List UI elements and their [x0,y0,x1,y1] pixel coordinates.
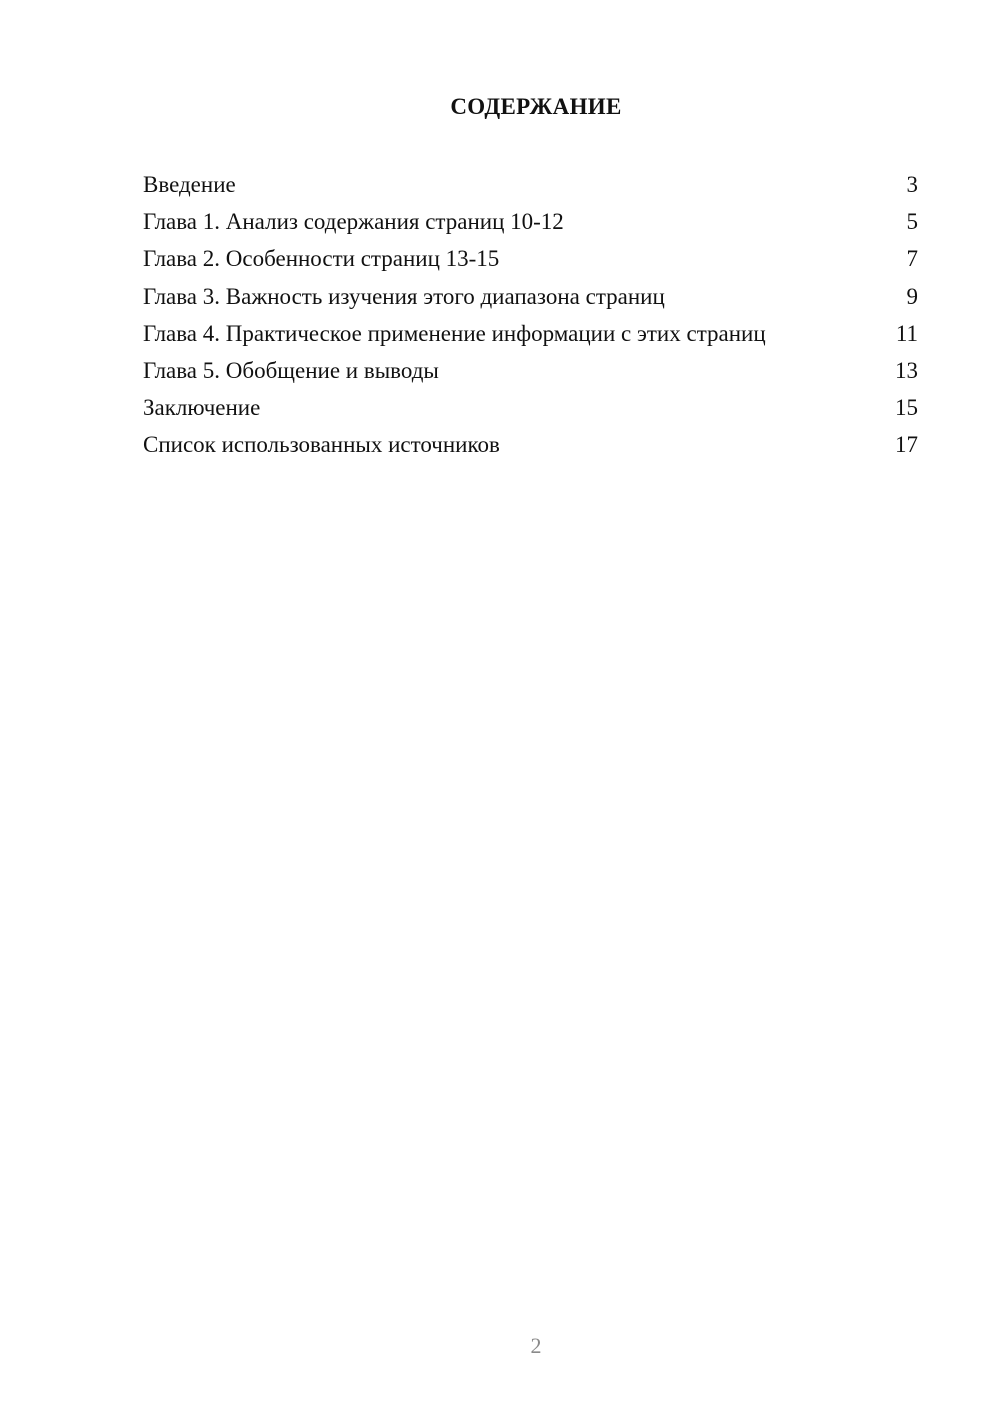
toc-entry-conclusion [143,389,918,426]
table-of-contents [143,166,918,464]
toc-entry-page: 15 [895,395,918,421]
toc-entry-label: Введение [143,172,236,197]
page-number: 2 [530,1333,542,1358]
toc-entry-label: Глава 5. Обобщение и выводы [143,357,439,383]
toc-entry-chapter-4 [143,315,918,352]
toc-entry-page: 7 [906,246,918,272]
toc-entry-label: Глава 1. Анализ содержания страниц 10-12 [143,209,564,235]
toc-entry-page: 9 [906,283,918,309]
toc-entry-chapter-2 [143,240,918,277]
toc-entry-label: Глава 4. Практическое применение информации с этих страниц [143,320,766,346]
toc-entry-page: 5 [906,209,918,235]
page-title: СОДЕРЖАНИЕ [450,94,622,119]
toc-entry-chapter-3 [143,278,918,315]
toc-entry-label: Список использованных источников [143,432,500,458]
toc-entry-label: Глава 2. Особенности страниц 13-15 [143,246,500,272]
toc-entry-page: 13 [895,357,918,383]
toc-entry-introduction [143,166,918,203]
toc-entry-label: Заключение [143,395,261,421]
toc-entry-references [143,426,918,463]
toc-entry-page: 11 [895,320,918,346]
toc-entry-chapter-1 [143,203,918,240]
toc-entry-label: Глава 3. Важность изучения этого диапазона страниц [143,283,665,309]
toc-entry-page: 17 [895,432,918,458]
toc-entry-page: 3 [906,172,918,197]
toc-entry-chapter-5 [143,352,918,389]
